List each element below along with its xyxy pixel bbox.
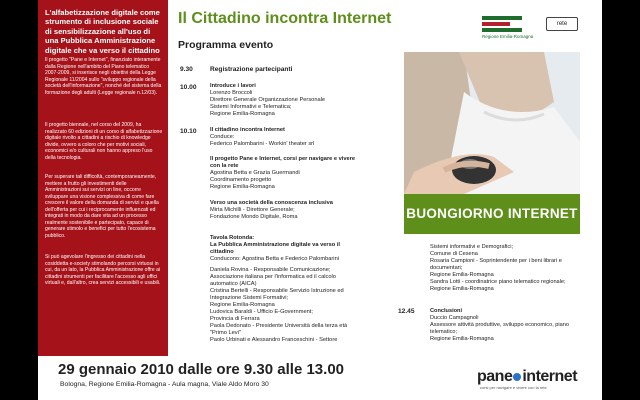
session-title: Registrazione partecipanti: [210, 66, 293, 73]
session-block: Sistemi informativi e Demografici; Comune di Cesena Rosaria Campioni - Soprintendente per i beni librari e documentari; Regione Emilia-Romagna Sandra Lotti - coordinatrice piano telematico regionale; Regione Emilia-Romagna: [430, 244, 566, 292]
sidebar-paragraph: Il progetto biennale, nel corso del 2009, ha realizzato 60 edizioni di un corso di alfabetizzazione digitale rivolto a cittadini a rischio di knowledge divide, ovvero a coloro che per motivi sociali, economici e/o culturali non hanno appreso l'uso della tecnologia.: [45, 122, 163, 161]
session-block: Introduce i lavori Lorenzo Broccoli Direttore Generale Organizzazione Personale Sistemi Informativi e Telematica; Regione Emilia-Romagna: [210, 83, 326, 117]
page-subtitle: Programma evento: [178, 39, 274, 51]
woman-with-mouse-illustration: [404, 52, 580, 194]
time-slot: 10.00: [180, 84, 197, 91]
time-slot: 9.30: [180, 66, 193, 73]
sidebar-paragraph: Si può agevolare l'ingresso dei cittadini nella cosiddetta e-society stimolando percorsi virtuosi in cui, da un lato, la Pubblica Amministrazione offre ai cittadini strumenti per facilitare l'accesso agli uffici virtuali e, dall'altro, crea servizi accessibili e usabili.: [45, 254, 161, 286]
event-date: 29 gennaio 2010 dalle ore 9.30 alle 13.00: [58, 361, 345, 378]
region-logo: [482, 16, 522, 34]
sidebar-panel: [38, 0, 168, 356]
pane-e-internet-logo: pane internet: [477, 368, 578, 385]
sidebar-paragraph: Il progetto "Pane e Internet", finanziato interamente dalla Regione nell'ambito del Piano telematico 2007-2009, si inserisce negli obiettivi della Legge Regionale 11/2004 sullo "sviluppo regionale della società dell'informazione", nonché del sistema della formazione degli adulti (Legge regionale n.12/03).: [45, 57, 162, 96]
time-slot: 12.45: [398, 308, 415, 315]
page-title: Il Cittadino incontra Internet: [178, 10, 392, 27]
session-block: Tavola Rotonda: La Pubblica Amministrazione digitale va verso il cittadino Conducono: Agostina Betta e Federico Palombarini Daniela Rovina - Responsabile Comunicazione; Associazione italiana per l'informatica ed il calcolo automatico (AICA) Cristina Bertelli - Responsabile Servizio Istruzione ed Integrazione Sistemi Formativi; Regione Emilia-Romagna Ludovica Baraldi - Ufficio E-Government; Provincia di Ferrara Paola Dedonato - Presidente Università della terza età "Primo Levi" Paolo Urbinati e Alessandro Franceschini - Settore: [210, 235, 348, 343]
sidebar-paragraph: Per superare tali difficoltà, contemporaneamente, mettere a frutto gli investimenti delle Amministrazioni sui servizi on line, occorre sviluppare una visione complessiva di come fare crescere il valore della domanda di servizi e quella dell'offerta per cui i reciprocamente influenzati ed integrati in modo da dare vita ad un processo realmente sostenibile e partecipato, capace di generare stimolo e benefici per tutto l'ecosistema pubblico.: [45, 174, 159, 239]
region-logo-caption: Regione Emilia-Romagna: [482, 34, 534, 39]
hero-banner: BUONGIORNO INTERNET: [404, 194, 580, 234]
sidebar-intro: L'alfabetizzazione digitale come strumento di inclusione sociale di sensibilizzazione all'uso di una Pubblica Amministrazione digitale che va verso il cittadino: [45, 8, 160, 55]
logo-tagline: corsi per navigare e vivere con la rete: [480, 385, 547, 390]
network-logo: rete: [546, 17, 578, 31]
event-venue: Bologna, Regione Emilia-Romagna - Aula magna, Viale Aldo Moro 30: [60, 381, 269, 388]
session-block: Il progetto Pane e Internet, corsi per navigare e vivere con la rete Agostina Betta e Grazia Guermandi Coordinamento progetto Regione Emilia-Romagna: [210, 156, 356, 190]
hero-photo: [404, 52, 580, 194]
time-slot: 10.10: [180, 128, 197, 135]
session-block: Conclusioni Duccio Campagnoli Assessore attività produttive, sviluppo economico, piano telematico; Regione Emilia-Romagna: [430, 308, 569, 342]
sponsor-logos: [482, 14, 578, 38]
session-block: Il cittadino incontra Internet Conduce: Federico Palombarini - Workin' theater srl: [210, 127, 315, 147]
session-block: Verso una società della conoscenza inclusiva Mirta Michilli - Direttore Generale; Fondazione Mondo Digitale, Roma: [210, 200, 333, 220]
logo-dot-icon: [513, 373, 521, 381]
